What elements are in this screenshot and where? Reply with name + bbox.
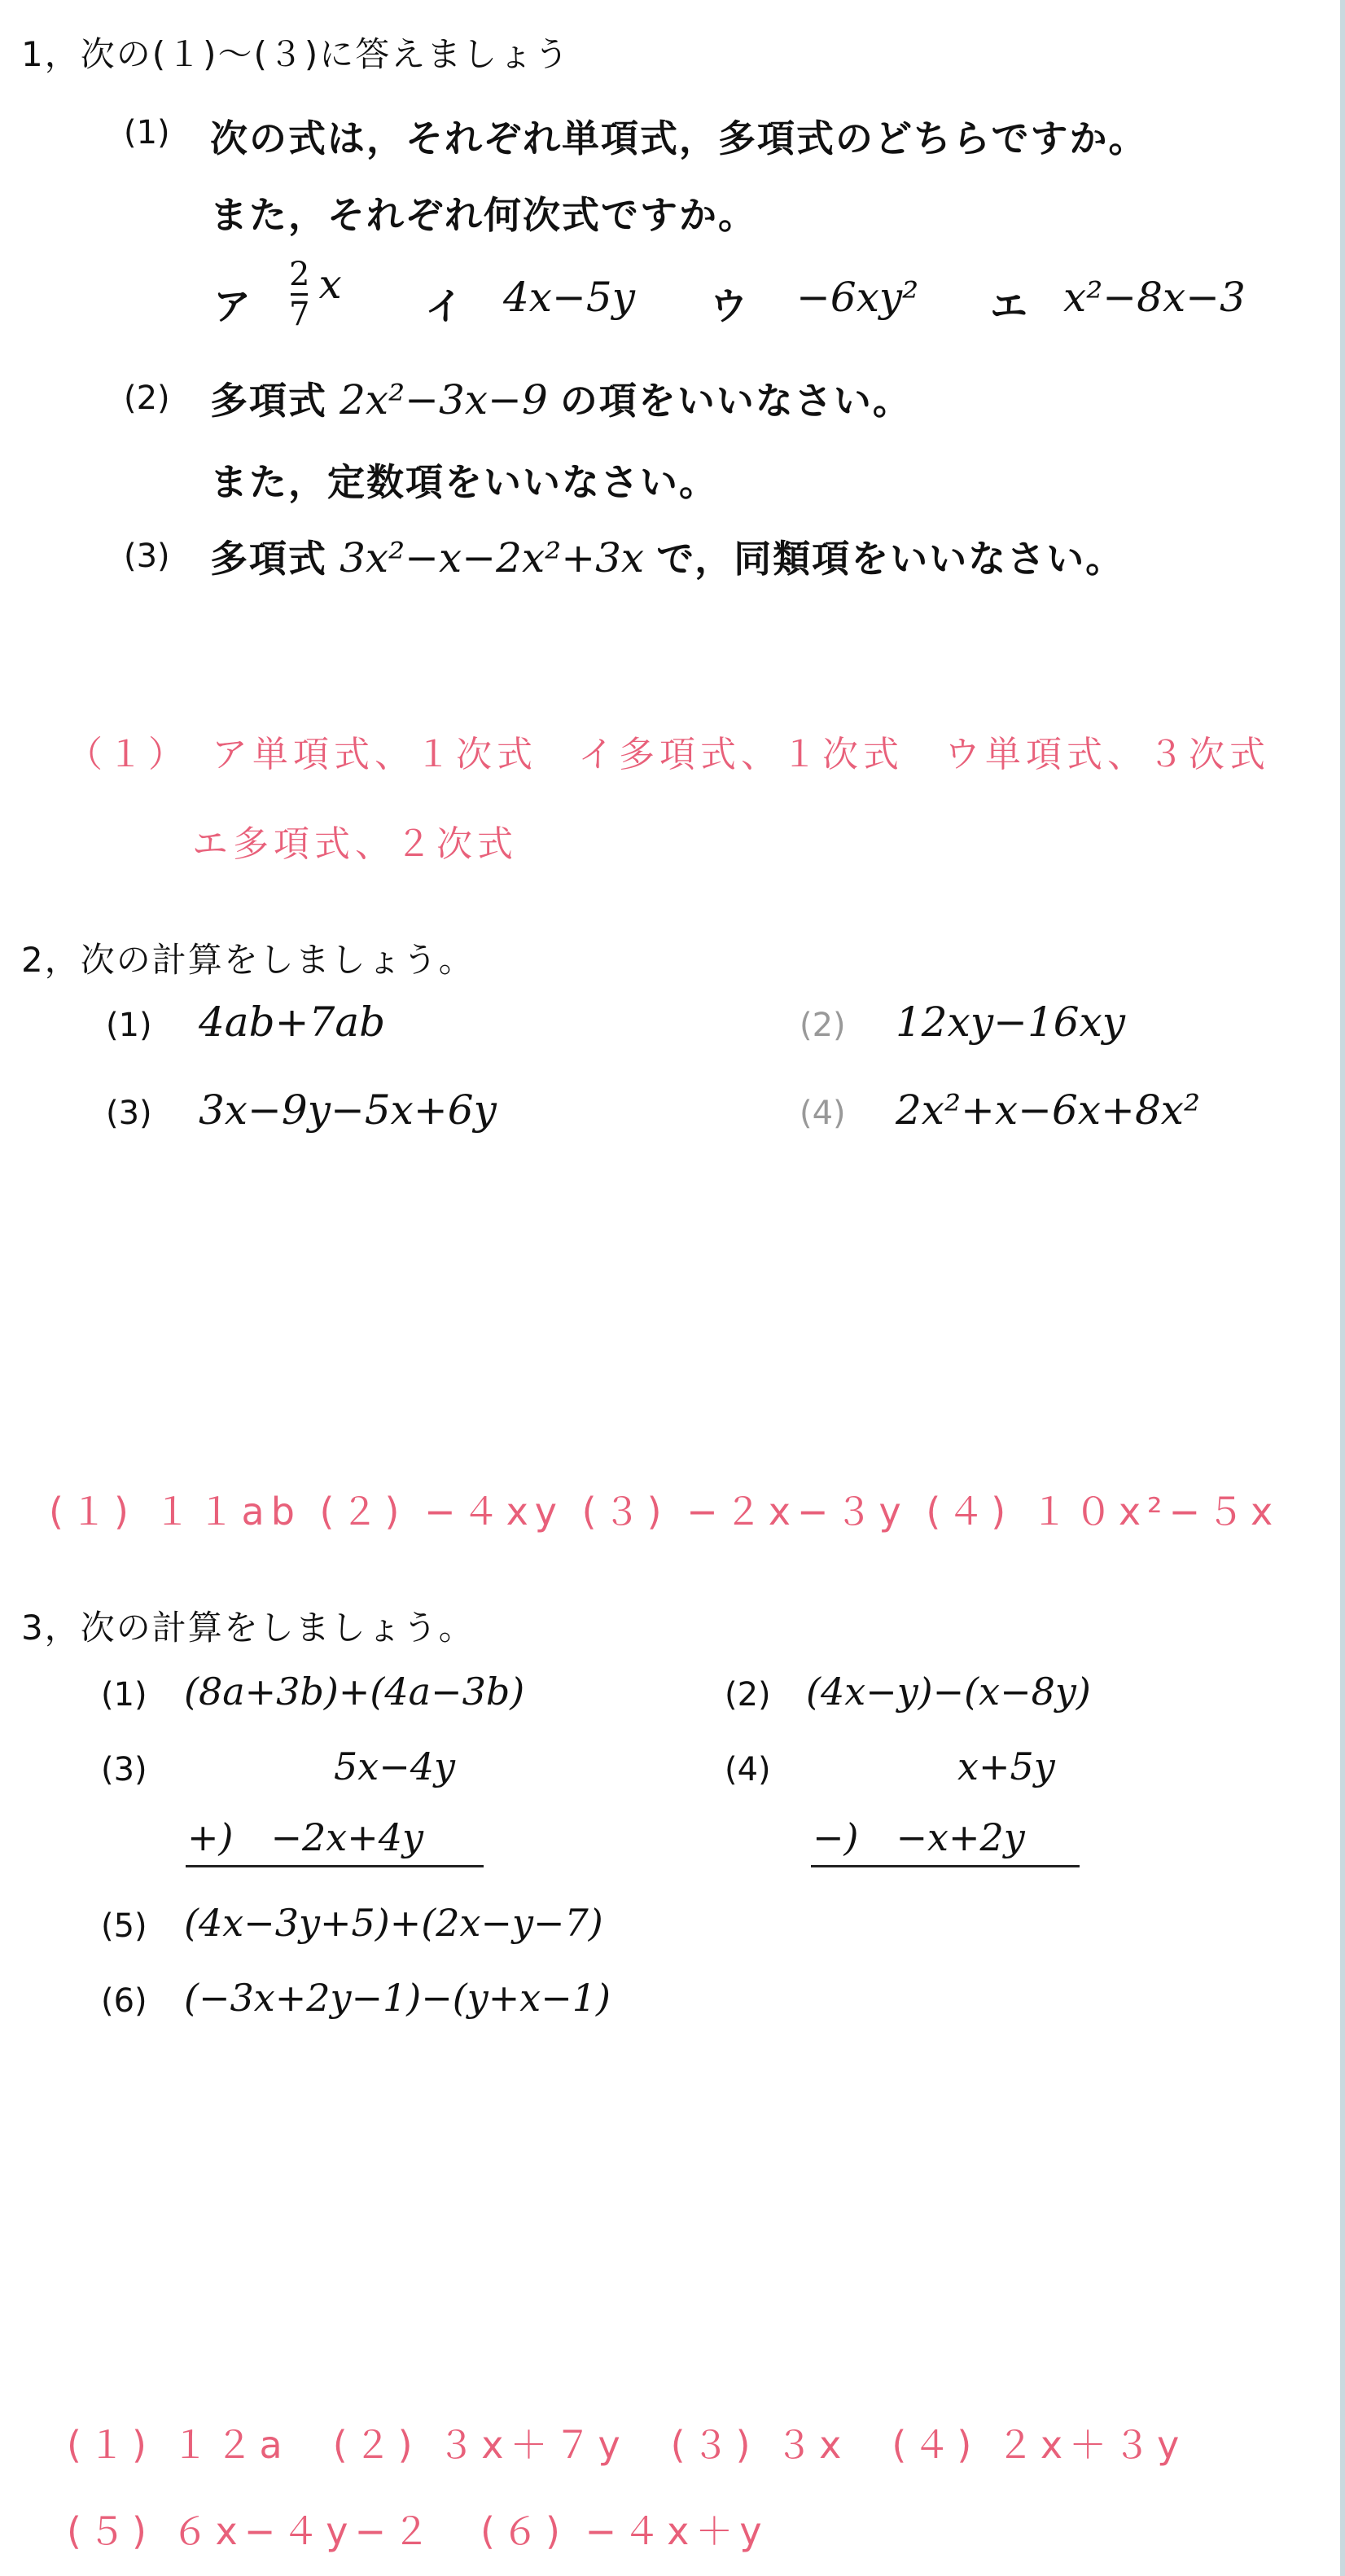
q3-p6-expression: (−3x+2y−1)−(y+x−1)	[184, 1976, 611, 2020]
q2-p3-expression: 3x−9y−5x+6y	[199, 1086, 497, 1134]
q3-p4-bottom: −) −x+2y	[813, 1815, 1025, 1859]
q2-p2-expression: 12xy−16xy	[896, 998, 1126, 1046]
q3-answer-line1: (１) １２a (２) ３x＋７y (３) ３x (４) ２x＋３y	[67, 2423, 1186, 2467]
option-i-expression: 4x−5y	[503, 274, 635, 321]
q2-title: 2，次の計算をしましょう。	[21, 940, 475, 980]
q3-p1-expression: (8a+3b)+(4a−3b)	[184, 1670, 525, 1714]
q2-p1-number: (1)	[106, 1007, 152, 1044]
q2-answer: (１) １１ab (２) −４xy (３) −２x−３y (４) １０x²−５x	[49, 1490, 1280, 1534]
option-u-expression: −6xy²	[796, 274, 919, 321]
q1-title: 1，次の(１)〜(３)に答えましょう	[21, 34, 571, 74]
q3-p2-number: (2)	[725, 1676, 771, 1714]
q1-p2-text-a: 多項式	[210, 379, 327, 423]
option-u-label: ウ	[710, 284, 749, 328]
q2-p1-expression: 4ab+7ab	[199, 998, 386, 1046]
q2-p4-number: (4)	[800, 1095, 846, 1132]
q1-p1-number: (1)	[124, 114, 170, 151]
q3-p2-expression: (4x−y)−(x−8y)	[806, 1670, 1091, 1714]
q3-p3-number: (3)	[101, 1751, 147, 1788]
q1-p2-number: (2)	[124, 380, 170, 417]
q1-p3-line	[210, 529, 1124, 583]
option-a-label: ア	[213, 284, 252, 328]
q3-p3-bottom: +) −2x+4y	[187, 1815, 424, 1859]
q3-p4-top: x+5y	[957, 1744, 1055, 1788]
option-e-expression: x²−8x−3	[1063, 274, 1246, 321]
fraction-numerator: 2	[289, 256, 310, 293]
q1-answer-line1: （１） ア単項式、１次式 イ多項式、１次式 ウ単項式、３次式	[67, 734, 1270, 775]
q3-p1-number: (1)	[101, 1676, 147, 1714]
option-a-expression	[289, 256, 342, 333]
q1-p3-text-b: で，同類項をいいなさい。	[656, 537, 1125, 581]
q3-p4-number: (4)	[725, 1751, 771, 1788]
q3-p3-underline	[186, 1865, 484, 1867]
q1-p1-text1: 次の式は，それぞれ単項式，多項式のどちらですか。	[210, 116, 1148, 160]
q3-p3-top: 5x−4y	[334, 1744, 456, 1788]
option-e-label: エ	[990, 284, 1029, 328]
q1-p1-text2: また，それぞれ何次式ですか。	[210, 193, 757, 237]
fraction	[289, 256, 309, 333]
q2-p4-expression: 2x²+x−6x+8x²	[896, 1086, 1200, 1134]
option-i-label: イ	[425, 284, 464, 328]
page-edge	[1340, 0, 1345, 2576]
q1-p2-line1	[210, 371, 912, 425]
q2-p3-number: (3)	[106, 1095, 152, 1132]
q2-p2-number: (2)	[800, 1007, 846, 1044]
option-a-variable: x	[318, 261, 342, 308]
fraction-denominator: 7	[289, 296, 310, 333]
q3-p6-number: (6)	[101, 1982, 147, 2020]
q1-p3-expression: 3x²−x−2x²+3x	[340, 534, 645, 581]
q1-p3-text-a: 多項式	[210, 537, 327, 581]
q3-p5-number: (5)	[101, 1907, 147, 1945]
q1-p2-text-b: の項をいいなさい。	[559, 379, 912, 423]
q3-p4-underline	[811, 1865, 1080, 1867]
q1-p2-text2: また，定数項をいいなさい。	[210, 460, 718, 504]
q3-p5-expression: (4x−3y+5)+(2x−y−7)	[184, 1901, 603, 1945]
q3-title: 3，次の計算をしましょう。	[21, 1608, 475, 1648]
q3-answer-line2: (５) ６x−４y−２ (６) −４x＋y	[67, 2509, 769, 2553]
q1-p3-number: (3)	[124, 538, 170, 575]
q1-p2-expression: 2x²−3x−9	[340, 376, 548, 423]
q1-answer-line2: エ多項式、２次式	[192, 823, 518, 865]
